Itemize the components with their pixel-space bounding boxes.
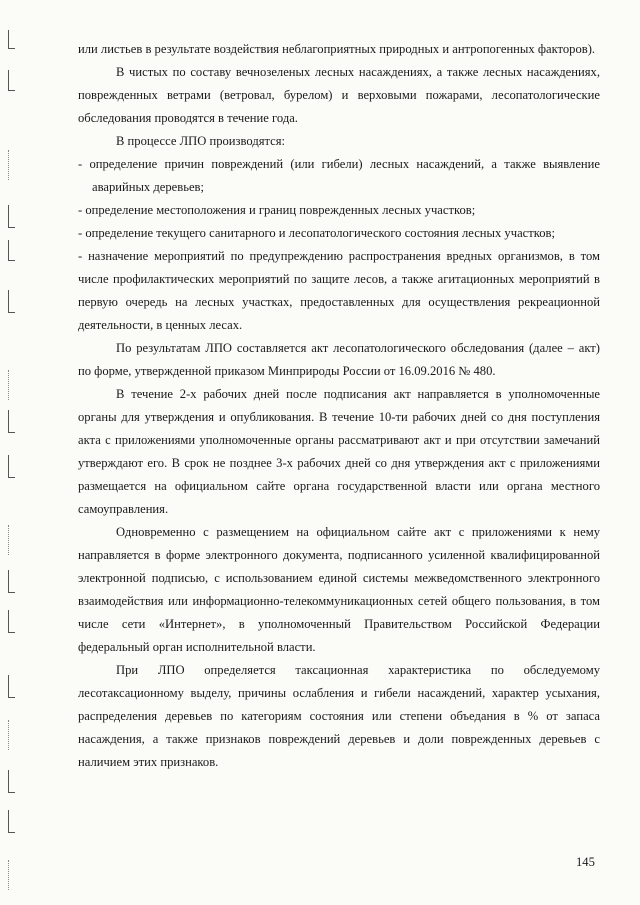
binding-mark — [8, 290, 15, 313]
paragraph: В течение 2-х рабочих дней после подписания акт направляется в уполномоченные органы для утверждения и опубликования. В течение 10-ти рабочих дней со дня поступления акта с приложениями уполномоченные органы рассматривают акт и при отсутствии замечаний утверждают его. В срок не позднее 3-х рабочих дней со дня утверждения акт с приложениями размещается на официальном сайте органа государственной власти или органа местного самоуправления. — [78, 387, 600, 516]
binding-mark — [8, 150, 9, 180]
binding-mark — [8, 410, 15, 433]
paragraph: В процессе ЛПО производятся: — [116, 134, 286, 148]
binding-mark — [8, 205, 15, 228]
binding-mark — [8, 770, 15, 793]
binding-mark — [8, 455, 15, 478]
paragraph: При ЛПО определяется таксационная характеристика по обследуемому лесотаксационному выделу, причины ослабления и гибели насаждений, характер усыхания, распределения деревьев по категориям состояния или степени объедания в % от запаса насаждения, а также признаков повреждений деревьев и доли поврежденных деревьев с наличием этих признаков. — [78, 663, 600, 769]
binding-mark — [8, 675, 15, 698]
page-number: 145 — [576, 855, 595, 869]
body-text — [78, 38, 600, 774]
paragraph: Одновременно с размещением на официальном сайте акт с приложениями к нему направляется в форме электронного документа, подписанного усиленной квалифицированной электронной подписью, с использованием единой системы межведомственного электронного взаимодействия или информационно-телекоммуникационных сетей общего пользования, в том числе сети «Интернет», в уполномоченный Правительством Российской Федерации федеральный орган исполнительной власти. — [78, 525, 600, 654]
list-item: - определение текущего санитарного и лесопатологического состояния лесных участков; — [78, 226, 555, 240]
list-item: - определение местоположения и границ поврежденных лесных участков; — [78, 203, 476, 217]
binding-mark — [8, 30, 15, 49]
list-item: - назначение мероприятий по предупреждению распространения вредных организмов, в том числе профилактических мероприятий по защите лесов, а также агитационных мероприятий в первую очередь на лесных участках, предоставленных для осуществления рекреационной деятельности, в ценных лесах. — [78, 249, 600, 332]
binding-mark — [8, 70, 15, 91]
binding-mark — [8, 720, 9, 750]
binding-mark — [8, 240, 15, 261]
binding-mark — [8, 525, 9, 555]
binding-mark — [8, 810, 15, 833]
paragraph: или листьев в результате воздействия неблагоприятных природных и антропогенных факторов). — [78, 42, 596, 56]
paragraph: По результатам ЛПО составляется акт лесопатологического обследования (далее – акт) по форме, утвержденной приказом Минприроды России от 16.09.2016 № 480. — [78, 341, 600, 378]
list-item: - определение причин повреждений (или гибели) лесных насаждений, а также выявление аварийных деревьев; — [78, 157, 600, 194]
binding-margin-marks — [0, 0, 20, 905]
binding-mark — [8, 610, 15, 633]
binding-mark — [8, 370, 9, 400]
paragraph: В чистых по составу вечнозеленых лесных насаждениях, а также лесных насаждениях, поврежденных ветрами (ветровал, бурелом) и верховыми пожарами, лесопатологические обследования проводятся в течение года. — [78, 65, 600, 125]
binding-mark — [8, 570, 15, 593]
binding-mark — [8, 860, 9, 890]
